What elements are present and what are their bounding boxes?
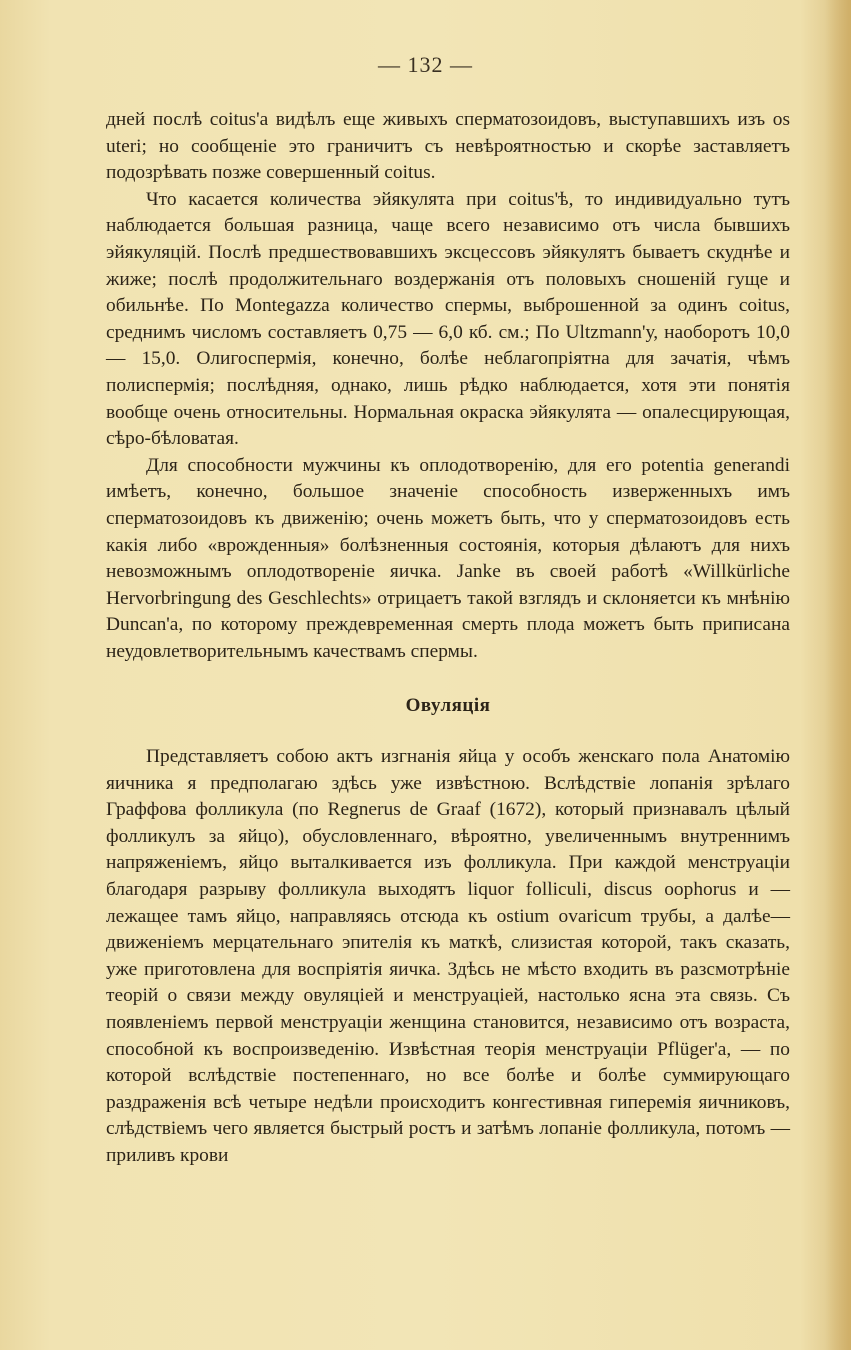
paragraph-3: Для способности мужчины къ оплодотворенію, для его potentia generandi имѣетъ, конечно, большое значеніе способность изверженныхъ имъ сперматозоидовъ къ движенію; очень можетъ быть, что у сперматозоидовъ есть какія либо «врожденныя» болѣзненныя состоянія, которыя дѣлаютъ для нихъ невозможнымъ оплодотвореніе яичка. Janke въ своей работѣ «Willkürliche Hervorbringung des Geschlechts» отрицаетъ такой взглядъ и склоняетси къ мнѣнію Duncan'а, по которому преждевременная смерть плода можетъ быть приписана неудовлетворительнымъ качествамъ спермы. xyxy=(106,454,790,662)
page-number: — 132 — xyxy=(378,52,473,77)
paragraph-1: дней послѣ coitus'а видѣлъ еще живыхъ сперматозоидовъ, выступавшихъ изъ os uteri; но сообщеніе это граничитъ съ невѣроятностью и скорѣе заставляетъ подозрѣвать позже совершенный coitus. xyxy=(106,109,790,184)
page-body xyxy=(106,107,790,1170)
page-edge-shadow xyxy=(825,0,851,1350)
section-heading: Овуляція xyxy=(405,695,491,717)
paragraph-4: Представляетъ собою актъ изгнанія яйца у особъ женскаго пола Анатомію яичника я предполагаю здѣсь уже извѣстною. Вслѣдствіе лопанія зрѣлаго Граффова фолликула (по Regnerus de Graaf (1672), который признавалъ цѣлый фолликулъ за яйцо), обусловленнаго, вѣроятно, увеличеннымъ внутреннимъ напряженіемъ, яйцо выталкивается изъ фолликула. При каждой менструаціи благодаря разрыву фолликула выходятъ liquor folliculi, discus oophorus и — лежащее тамъ яйцо, направляясь отсюда къ ostium ovaricum трубы, а далѣе—движеніемъ мерцательнаго эпителія къ маткѣ, слизистая которой, такъ сказать, уже приготовлена для воспріятія яичка. Здѣсь не мѣсто входить въ разсмотрѣніе теорій о связи между овуляціей и менструаціей, настолько ясна эта связь. Съ появленіемъ первой менструаціи женщина становится, независимо отъ возраста, способной къ воспроизведенію. Извѣстная теорія менструаціи Pflüger'а, — по которой вслѣдствіе постепеннаго, но все болѣе и болѣе суммирующаго раздраженія всѣ четыре недѣли происходитъ конгестивная гиперемія яичниковъ, слѣдствіемъ чего является быстрый ростъ и затѣмъ лопаніе фолликула, потомъ — приливъ крови xyxy=(106,746,790,1166)
paragraph-2: Что касается количества эйякулята при coitus'ѣ, то индивидуально тутъ наблюдается большая разница, чаще всего независимо отъ числа бывшихъ эйякуляцій. Послѣ предшествовавшихъ эксцессовъ эйякулятъ бываетъ скуднѣе и жиже; послѣ продолжительнаго воздержанія отъ половыхъ сношеній гуще и обильнѣе. По Montegazza количество спермы, выброшенной за одинъ coitus, среднимъ числомъ составляетъ 0,75 — 6,0 кб. см.; По Ultzmann'у, наоборотъ 10,0 — 15,0. Олигоспермія, конечно, болѣе неблагопріятна для зачатія, чѣмъ полиспермія; послѣдняя, однако, лишь рѣдко наблюдается, хотя эти понятія вообще очень относительны. Нормальная окраска эйякулята — опалесцирующая, сѣро-бѣловатая. xyxy=(106,188,790,450)
